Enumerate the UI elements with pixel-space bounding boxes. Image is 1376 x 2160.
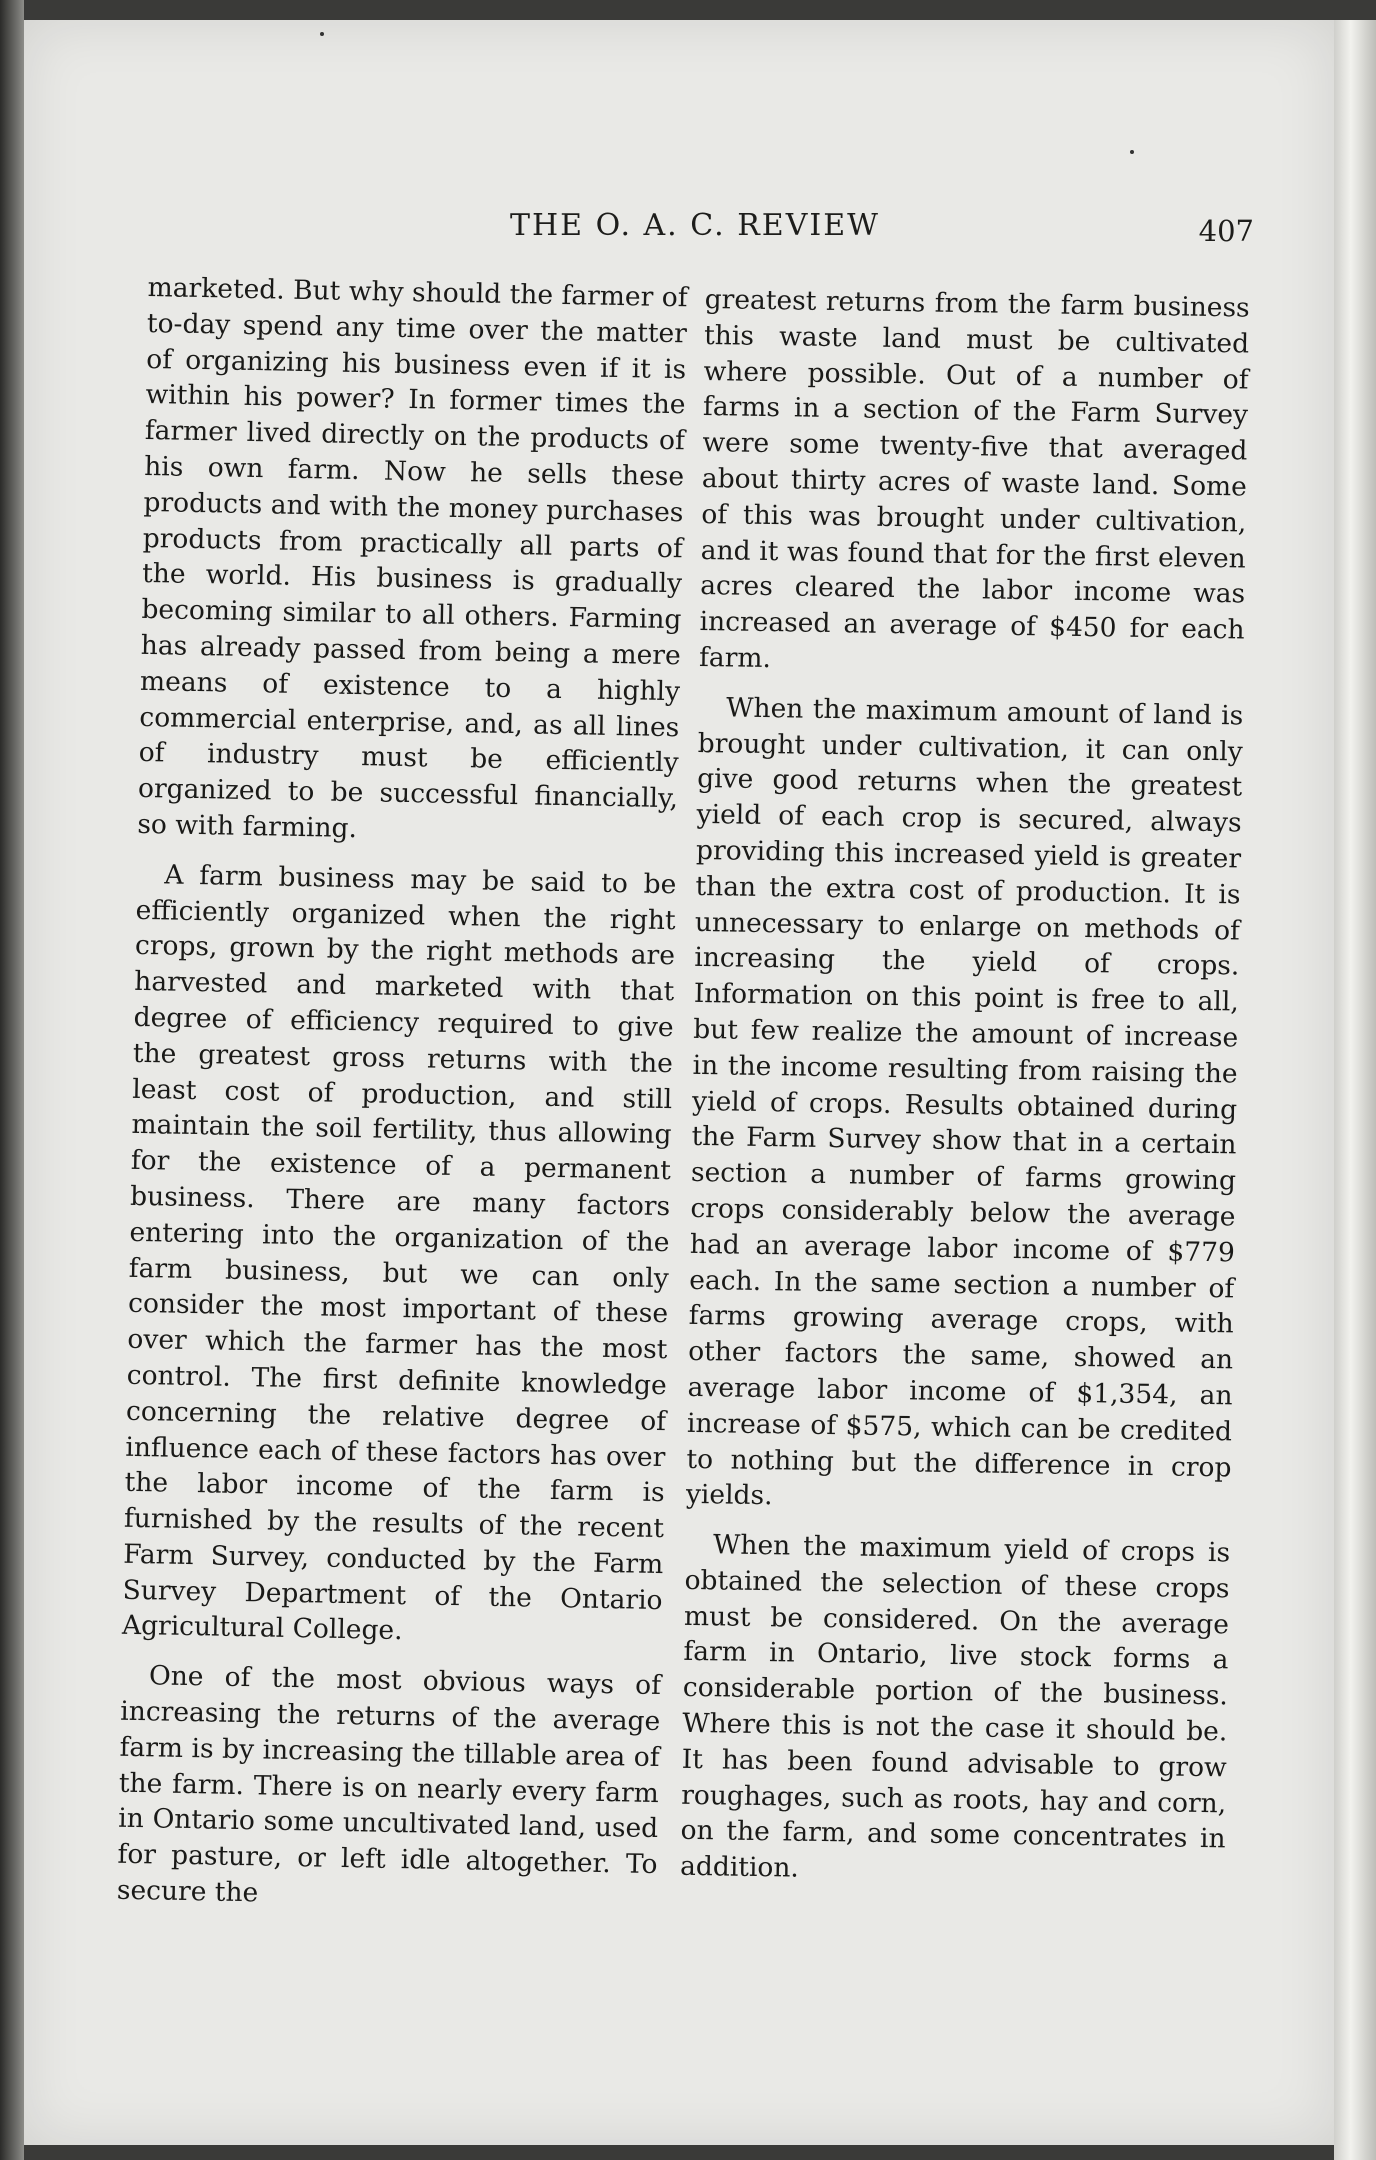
paragraph: greatest returns from the farm business this waste land must be cultivated where possible. Out of a number of farms in a section of the Farm Survey were some twenty-five that averaged about thirty acres of waste land. Some of this was brought under cultivation, and it was found that for the first eleven acres cleared the labor income was increased an average of $450 for each farm. (698, 283, 1250, 675)
running-title: THE O. A. C. REVIEW (510, 208, 880, 243)
paragraph: When the maximum yield of crops is obtained the selection of these crops must be considered. On the average farm in Ontario, live stock forms a considerable portion of the business. Where this is not the case it should be. It has been found advisable to grow roughages, such as roots, hay and corn, on the farm, and some concentrates in addition. (679, 1529, 1231, 1884)
paragraph: When the maximum amount of land is brought under cultivation, it can only give good returns when the greatest yield of each crop is secured, always providing this increased yield is greater than the extra cost of production. It is unnecessary to enlarge on methods of increasing the yield of crops. Information on this point is free to all, but few realize the amount of increase in the income resulting from raising the yield of crops. Results obtained during the Farm Survey show that in a certain section a number of farms growing crops considerably below the average had an average labor income of $779 each. In the same section a number of farms growing average crops, with other factors the same, showed an average labor income of $1,354, an increase of $575, which can be credited to nothing but the difference in crop yields. (685, 692, 1244, 1512)
left-column (116, 270, 688, 1933)
scan-speck (320, 32, 324, 36)
scan-speck (1130, 150, 1134, 154)
paragraph: A farm business may be said to be efficiently organized when the right crops, grown by the right methods are harvested and marketed with that degree of efficiency required to give the greatest gross returns with the least cost of production, and still maintain the soil fertility, thus allowing for the existence of a permanent business. There are many factors entering into the organization of the farm business, but we can only consider the most important of these over which the farmer has the most control. The first definite knowledge concerning the relative degree of influence each of these factors has over the labor income of the farm is furnished by the results of the recent Farm Survey, conducted by the Farm Survey Department of the Ontario Agricultural College. (121, 859, 677, 1647)
page-header (500, 208, 1260, 258)
scan-right-edge (1334, 20, 1376, 2160)
paragraph: One of the most obvious ways of increasing the returns of the average farm is by increasing the tillable area of the farm. There is on nearly every farm in Ontario some uncultivated land, used for pasture, or left idle altogether. To secure the (116, 1660, 662, 1909)
right-column (680, 282, 1250, 1907)
scan-left-edge (0, 0, 24, 2160)
paragraph: marketed. But why should the farmer of to-day spend any time over the matter of organizing his business even if it is within his power? In former times the farmer lived directly on the products of his own farm. Now he sells these products and with the money purchases products from practically all parts of the world. His business is gradually becoming similar to all others. Farming has already passed from being a mere means of existence to a highly commercial enterprise, and, as all lines of industry must be efficiently organized to be successful financially, so with farming. (137, 271, 688, 845)
page-number: 407 (1198, 214, 1254, 248)
